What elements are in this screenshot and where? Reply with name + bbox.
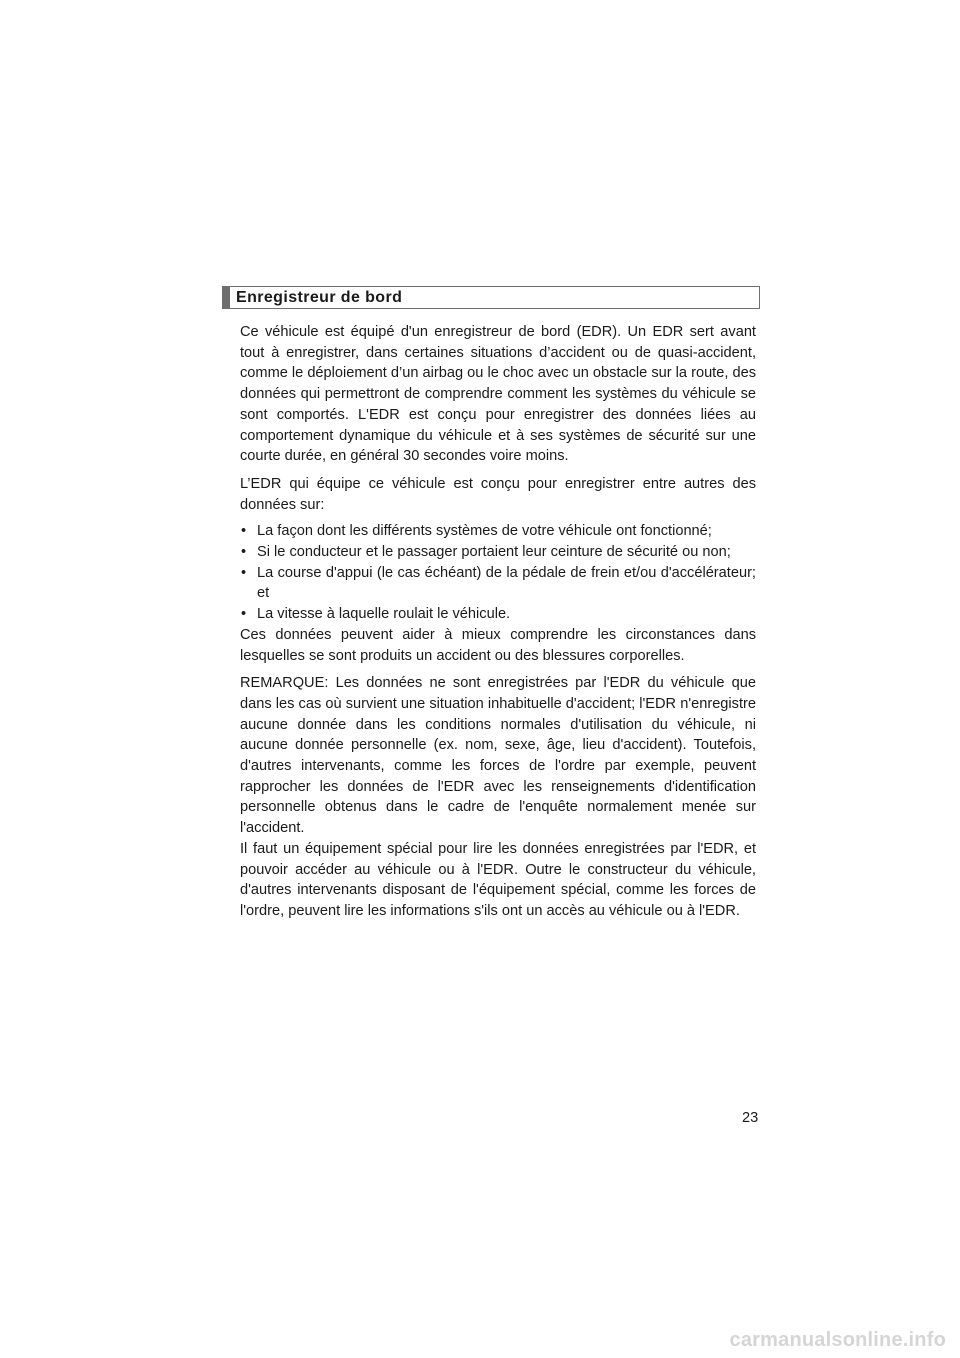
bullet-glyph: • bbox=[241, 564, 247, 581]
bullet-text: La course d'appui (le cas échéant) de la pédale de frein et/ou d'accélérateur; et bbox=[257, 564, 756, 602]
bullet-list bbox=[240, 521, 756, 625]
bullet-item bbox=[240, 604, 756, 625]
bullet-glyph: • bbox=[241, 544, 247, 561]
summary-paragraph: Ces données peuvent aider à mieux comprendre les circonstances dans lesquelles se sont produits un accident ou des blessures corporelles. bbox=[240, 626, 756, 664]
body-content bbox=[240, 322, 756, 922]
access-paragraph: Il faut un équipement spécial pour lire les données enregistrées par l'EDR, et pouvoir accéder au véhicule ou à l'EDR. Outre le constructeur du véhicule, d'autres intervenants disposant de l'équipement spécial, comme les forces de l'ordre, peuvent lire les informations s'ils ont un accès au véhicule ou à l'EDR. bbox=[240, 840, 756, 919]
section-title: Enregistreur de bord bbox=[236, 289, 403, 306]
lead-paragraph: L’EDR qui équipe ce véhicule est conçu pour enregistrer entre autres des données sur: bbox=[240, 475, 756, 513]
watermark: carmanualsonline.info bbox=[729, 1329, 946, 1351]
remark-paragraph: REMARQUE: Les données ne sont enregistrées par l'EDR du véhicule que dans les cas où survient une situation inhabituelle d'accident; l'EDR n'enregistre aucune donnée dans les conditions normales d'utilisation du véhicule, ni aucune donnée personnelle (ex. nom, sexe, âge, lieu d'accident). Toutefois, d'autres intervenants, comme les forces de l'ordre par exemple, peuvent rapprocher les données de l'EDR avec les renseignements d'identification personnelle obtenus dans le cadre de l'enquête normalement menée sur l'accident. bbox=[240, 675, 756, 837]
intro-paragraph: Ce véhicule est équipé d'un enregistreur de bord (EDR). Un EDR sert avant tout à enregistrer, dans certaines situations d’accident ou de quasi-accident, comme le déploiement d’un airbag ou le choc avec un obstacle sur la route, des données qui permettront de comprendre comment les systèmes du véhicule se sont comportés. L'EDR est conçu pour enregistrer des données liées au comportement dynamique du véhicule et à ses systèmes de sécurité sur une courte durée, en général 30 secondes voire moins. bbox=[240, 324, 756, 465]
page-number: 23 bbox=[742, 1110, 759, 1126]
bullet-text: La façon dont les différents systèmes de votre véhicule ont fonctionné; bbox=[257, 523, 712, 540]
section-header-bar bbox=[223, 287, 230, 308]
bullet-item bbox=[240, 563, 756, 604]
bullet-text: Si le conducteur et le passager portaient leur ceinture de sécurité ou non; bbox=[257, 544, 731, 561]
bullet-glyph: • bbox=[241, 606, 247, 623]
bullet-text: La vitesse à laquelle roulait le véhicule. bbox=[257, 606, 511, 623]
bullet-item bbox=[240, 542, 756, 563]
bullet-glyph: • bbox=[241, 523, 247, 540]
section-header bbox=[222, 286, 760, 309]
bullet-item bbox=[240, 521, 756, 542]
